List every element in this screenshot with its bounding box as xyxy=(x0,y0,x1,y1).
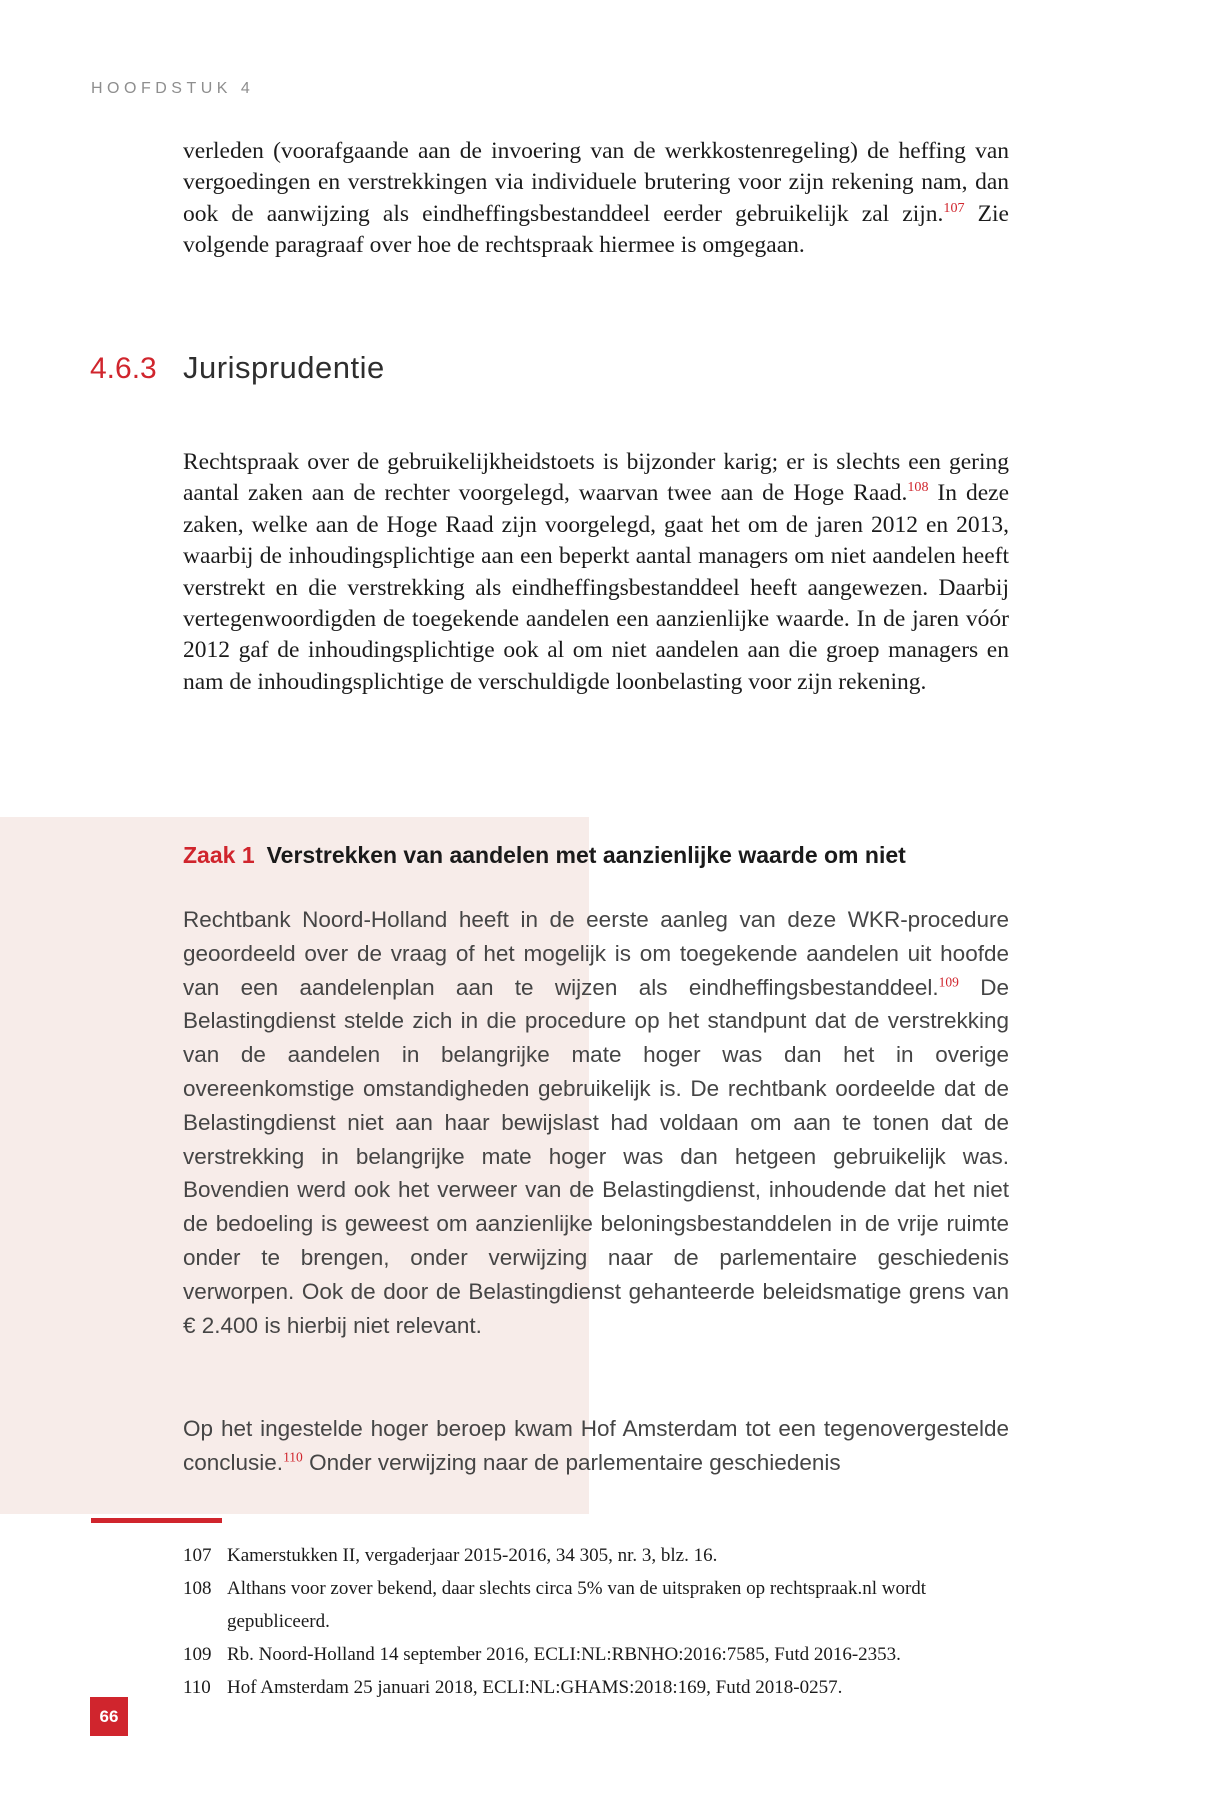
footnote-text: Hof Amsterdam 25 januari 2018, ECLI:NL:GHAMS:2018:169, Futd 2018-0257. xyxy=(227,1677,843,1698)
footnotes xyxy=(183,1539,1013,1704)
footnote-row xyxy=(183,1671,1013,1704)
page-number-badge xyxy=(90,1697,128,1736)
intro-paragraph-text-after: Zie volgende paragraaf over hoe de rechtspraak hiermee is omgegaan. xyxy=(183,200,1009,259)
footnote-row xyxy=(183,1572,1013,1638)
section-paragraph xyxy=(183,447,1009,698)
footnote-number: 108 xyxy=(183,1578,212,1599)
case-title: Verstrekken van aandelen met aanzienlijke waarde om niet xyxy=(266,842,906,868)
case-paragraph-1-text: Rechtbank Noord-Holland heeft in de eerste aanleg van deze WKR-procedure geoordeeld over de vraag of het mogelijk is om toegekende aandelen uit hoofde van een aandelenplan aan te wijzen als eindheffingsbestanddeel. xyxy=(183,907,1009,1000)
footnote-ref-109: 109 xyxy=(938,974,959,990)
chapter-header: HOOFDSTUK 4 xyxy=(91,80,255,97)
case-heading xyxy=(183,842,906,869)
case-paragraph-1 xyxy=(183,903,1009,1342)
section-number: 4.6.3 xyxy=(90,352,157,385)
footnote-text: Althans voor zover bekend, daar slechts circa 5% van de uitspraken op rechtspraak.nl wordt gepubliceerd. xyxy=(227,1578,927,1632)
intro-paragraph-text: verleden (voorafgaande aan de invoering van de werkkostenregeling) de heffing van vergoedingen en verstrekkingen via individuele brutering voor zijn rekening nam, dan ook de aanwijzing als eindheffingsbestanddeel eerder gebruikelijk zal zijn. xyxy=(183,138,1009,227)
case-paragraph-2-text: Op het ingestelde hoger beroep kwam Hof Amsterdam tot een tegenovergestelde conclusie. xyxy=(183,1416,1009,1475)
page-number: 66 xyxy=(99,1706,119,1726)
footnote-ref-110: 110 xyxy=(283,1449,303,1465)
footnote-row xyxy=(183,1638,1013,1671)
footnote-rule xyxy=(91,1518,222,1523)
footnote-text: Rb. Noord-Holland 14 september 2016, ECLI:NL:RBNHO:2016:7585, Futd 2016-2353. xyxy=(227,1644,901,1665)
footnote-number: 109 xyxy=(183,1644,212,1665)
footnote-number: 107 xyxy=(183,1545,212,1566)
footnote-number: 110 xyxy=(183,1677,211,1698)
intro-paragraph xyxy=(183,136,1009,262)
case-label: Zaak 1 xyxy=(183,842,255,868)
case-paragraph-1-text-after: De Belastingdienst stelde zich in die procedure op het standpunt dat de verstrekking van de aandelen in belangrijke mate hoger was dan het in overige overeenkomstige omstandigheden gebruikelijk is. De rechtbank oordeelde dat de Belastingdienst niet aan haar bewijslast had voldaan om aan te tonen dat de verstrekking in belangrijke mate hoger was dan hetgeen gebruikelijk was. Bovendien werd ook het verweer van de Belastingdienst, inhoudende dat het niet de bedoeling is geweest om aanzienlijke beloningsbestanddelen in de vrije ruimte onder te brengen, onder verwijzing naar de parlementaire geschiedenis verworpen. Ook de door de Belastingdienst gehanteerde beleidsmatige grens van € 2.400 is hierbij niet relevant. xyxy=(183,974,1009,1338)
footnote-row xyxy=(183,1539,1013,1572)
section-title: Jurisprudentie xyxy=(183,350,385,385)
footnote-text: Kamerstukken II, vergaderjaar 2015-2016, 34 305, nr. 3, blz. 16. xyxy=(227,1545,718,1566)
footnote-ref-107: 107 xyxy=(943,199,965,216)
case-paragraph-2 xyxy=(183,1412,1009,1480)
case-paragraph-2-text-after: Onder verwijzing naar de parlementaire geschiedenis xyxy=(302,1449,841,1475)
footnote-ref-108: 108 xyxy=(907,479,929,496)
section-paragraph-text-after: In deze zaken, welke aan de Hoge Raad zijn voorgelegd, gaat het om de jaren 2012 en 2013, waarbij de inhoudingsplichtige aan een beperkt aantal managers om niet aandelen heeft verstrekt en die verstrekking als eindheffingsbestanddeel heeft aangewezen. Daarbij vertegenwoordigden de toegekende aandelen een aanzienlijke waarde. In de jaren vóór 2012 gaf de inhoudingsplichtige ook al om niet aandelen aan die groep managers en nam de inhoudingsplichtige de verschuldigde loonbelasting voor zijn rekening. xyxy=(183,480,1010,695)
section-paragraph-text: Rechtspraak over de gebruikelijkheidstoets is bijzonder karig; er is slechts een gering aantal zaken aan de rechter voorgelegd, waarvan twee aan de Hoge Raad. xyxy=(183,449,1009,507)
